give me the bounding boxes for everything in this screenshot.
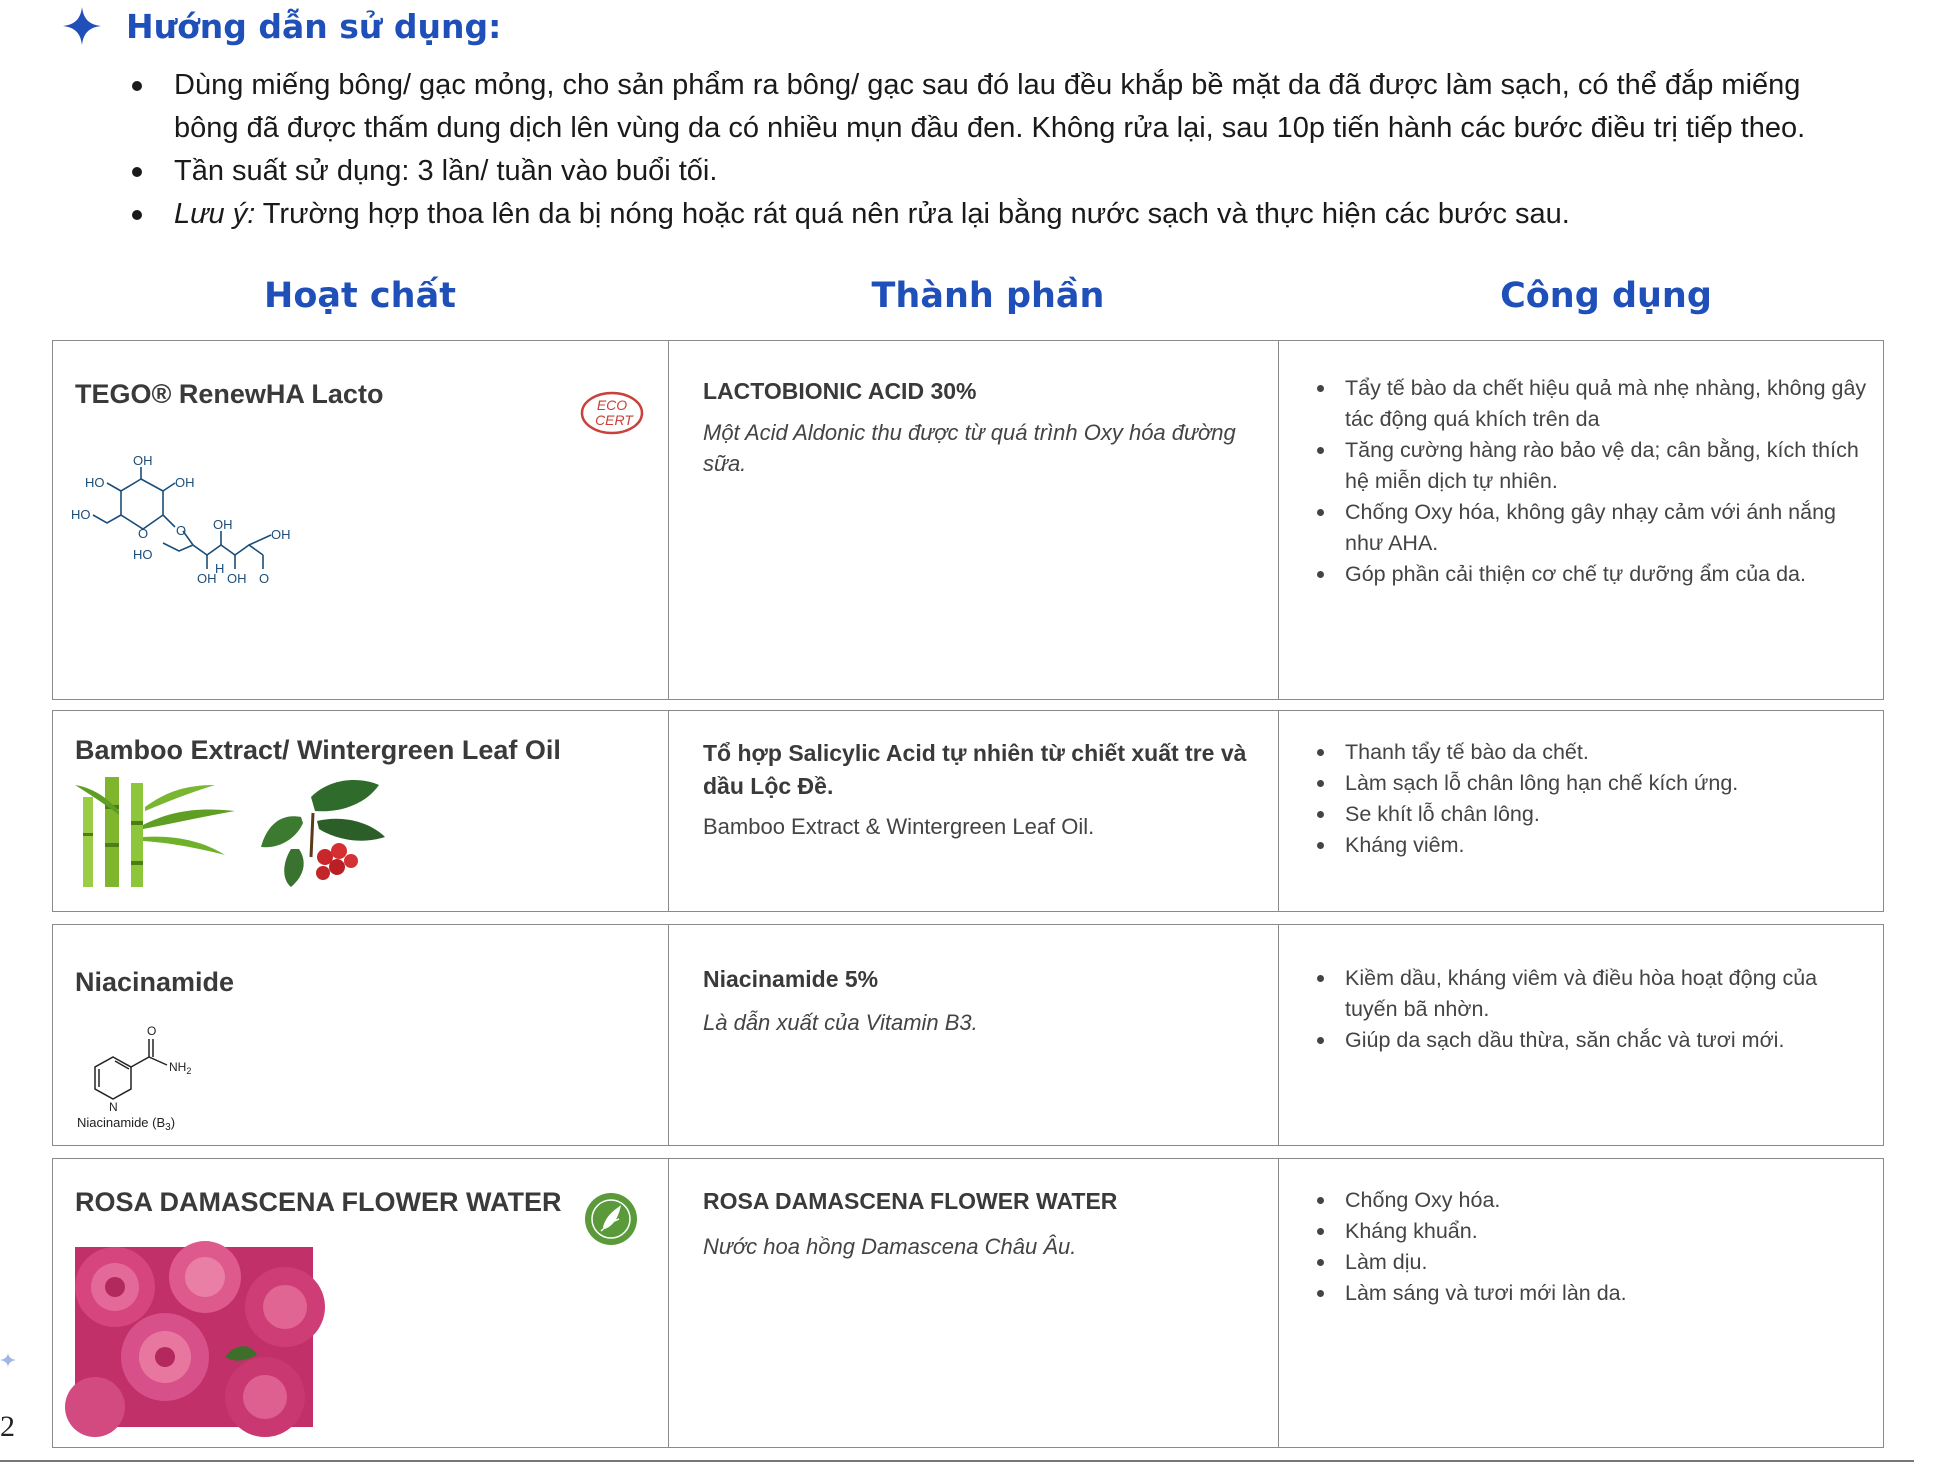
atom-label: HO (85, 475, 105, 490)
page-bottom-divider (0, 1460, 1914, 1462)
atom-label: OH (197, 571, 217, 586)
ecocert-text-bottom: CERT (595, 412, 633, 428)
ingredient-name: Tổ hợp Salicylic Acid tự nhiên từ chiết xuất tre và dầu Lộc Đề. (703, 740, 1247, 799)
uses-list (1313, 737, 1873, 861)
rose-flowers-image-icon (75, 1247, 313, 1427)
atom-label: OH (271, 527, 291, 542)
instructions-list (128, 64, 1868, 236)
use-item: Tẩy tế bào da chết hiệu quả mà nhẹ nhàng, không gây tác động quá khích trên da (1313, 373, 1873, 435)
atom-label: HO (71, 507, 91, 522)
use-item: Thanh tẩy tế bào da chết. (1313, 737, 1873, 768)
note-text: Trường hợp thoa lên da bị nóng hoặc rát quá nên rửa lại bằng nước sạch và thực hiện các bước sau. (255, 198, 1570, 230)
wintergreen-image-icon (261, 777, 391, 887)
use-item: Làm dịu. (1313, 1247, 1873, 1278)
niacinamide-structure-icon (77, 1019, 217, 1133)
atom-subscript: 2 (186, 1066, 192, 1076)
ecocert-text-top: ECO (596, 397, 628, 413)
ingredient-description: Là dẫn xuất của Vitamin B3. (703, 1010, 978, 1035)
atom-label: O (259, 571, 270, 586)
column-header-uses: Công dụng (1500, 276, 1712, 316)
page-number: 2 (0, 1410, 15, 1443)
use-item: Se khít lỗ chân lông. (1313, 799, 1873, 830)
uses-list (1313, 373, 1873, 590)
ingredient-cell (669, 711, 1279, 911)
ingredient-description: Một Acid Aldonic thu được từ quá trình Oxy hóa đường sữa. (703, 420, 1236, 476)
caption-subscript: 3 (165, 1122, 171, 1133)
active-cell (53, 711, 669, 911)
atom-label: N (109, 1100, 118, 1114)
ingredient-name: ROSA DAMASCENA FLOWER WATER (703, 1188, 1118, 1214)
use-item: Làm sáng và tươi mới làn da. (1313, 1278, 1873, 1309)
atom-label: OH (175, 475, 195, 490)
margin-sparkle-icon (0, 1352, 16, 1368)
use-item: Tăng cường hàng rào bảo vệ da; cân bằng, kích thích hệ miễn dịch tự nhiên. (1313, 435, 1873, 497)
amine-label (169, 1060, 191, 1076)
table-row (52, 924, 1884, 1146)
table-row (52, 340, 1884, 700)
atom-label: H (215, 561, 225, 576)
instruction-item: Tần suất sử dụng: 3 lần/ tuần vào buổi tối. (128, 150, 1868, 193)
atom-label: NH (169, 1060, 187, 1074)
active-cell (53, 341, 669, 699)
active-name: Bamboo Extract/ Wintergreen Leaf Oil (75, 735, 561, 765)
atom-label: OH (227, 571, 247, 586)
instructions-title: Hướng dẫn sử dụng: (126, 6, 502, 46)
uses-cell (1279, 1159, 1883, 1447)
sparkle-star-icon (62, 6, 102, 46)
ingredient-name: LACTOBIONIC ACID 30% (703, 378, 977, 404)
use-item: Giúp da sạch dầu thừa, săn chắc và tươi mới. (1313, 1025, 1873, 1056)
ecocert-logo-icon (579, 389, 645, 437)
instruction-item: Dùng miếng bông/ gạc mỏng, cho sản phẩm ra bông/ gạc sau đó lau đều khắp bề mặt da đã được làm sạch, có thể đắp miếng bông đã được thấm dung dịch lên vùng da có nhiều mụn đầu đen. Không rửa lại, sau 10p tiến hành các bước điều trị tiếp theo. (128, 64, 1868, 150)
column-header-active: Hoạt chất (264, 276, 456, 316)
use-item: Kiềm dầu, kháng viêm và điều hòa hoạt động của tuyến bã nhờn. (1313, 963, 1873, 1025)
ingredient-cell (669, 341, 1279, 699)
note-label: Lưu ý: (174, 198, 256, 230)
use-item: Chống Oxy hóa, không gây nhạy cảm với ánh nắng như AHA. (1313, 497, 1873, 559)
uses-cell (1279, 925, 1883, 1145)
active-name: Niacinamide (75, 967, 235, 997)
use-item: Chống Oxy hóa. (1313, 1185, 1873, 1216)
instruction-note (128, 193, 1868, 236)
table-row (52, 710, 1884, 912)
use-item: Kháng khuẩn. (1313, 1216, 1873, 1247)
atom-label: O (138, 526, 149, 541)
uses-list (1313, 963, 1873, 1056)
niacinamide-caption (77, 1115, 175, 1133)
active-name: TEGO® RenewHA Lacto (75, 379, 384, 409)
instructions-header (62, 6, 501, 46)
table-row (52, 1158, 1884, 1448)
uses-cell (1279, 341, 1883, 699)
atom-label: OH (133, 453, 153, 468)
use-item: Làm sạch lỗ chân lông hạn chế kích ứng. (1313, 768, 1873, 799)
active-cell (53, 925, 669, 1145)
uses-cell (1279, 711, 1883, 911)
organic-badge-icon (583, 1191, 639, 1247)
ingredient-name: Niacinamide 5% (703, 966, 879, 992)
uses-list (1313, 1185, 1873, 1309)
use-item: Góp phần cải thiện cơ chế tự dưỡng ẩm của da. (1313, 559, 1873, 590)
bamboo-image-icon (75, 777, 239, 887)
caption-text: Niacinamide (B (77, 1115, 166, 1130)
ingredient-description: Bamboo Extract & Wintergreen Leaf Oil. (703, 814, 1095, 839)
ingredient-cell (669, 1159, 1279, 1447)
atom-label: OH (213, 517, 233, 532)
atom-label: O (147, 1024, 157, 1038)
atom-label: O (176, 523, 187, 538)
atom-label: HO (133, 547, 153, 562)
active-name: ROSA DAMASCENA FLOWER WATER (75, 1187, 562, 1217)
ingredient-description: Nước hoa hồng Damascena Châu Âu. (703, 1234, 1077, 1259)
lactobionic-acid-structure-icon (71, 451, 331, 621)
column-header-ingredient: Thành phần (871, 276, 1105, 316)
use-item: Kháng viêm. (1313, 830, 1873, 861)
active-cell (53, 1159, 669, 1447)
ingredient-cell (669, 925, 1279, 1145)
caption-close: ) (170, 1115, 176, 1130)
